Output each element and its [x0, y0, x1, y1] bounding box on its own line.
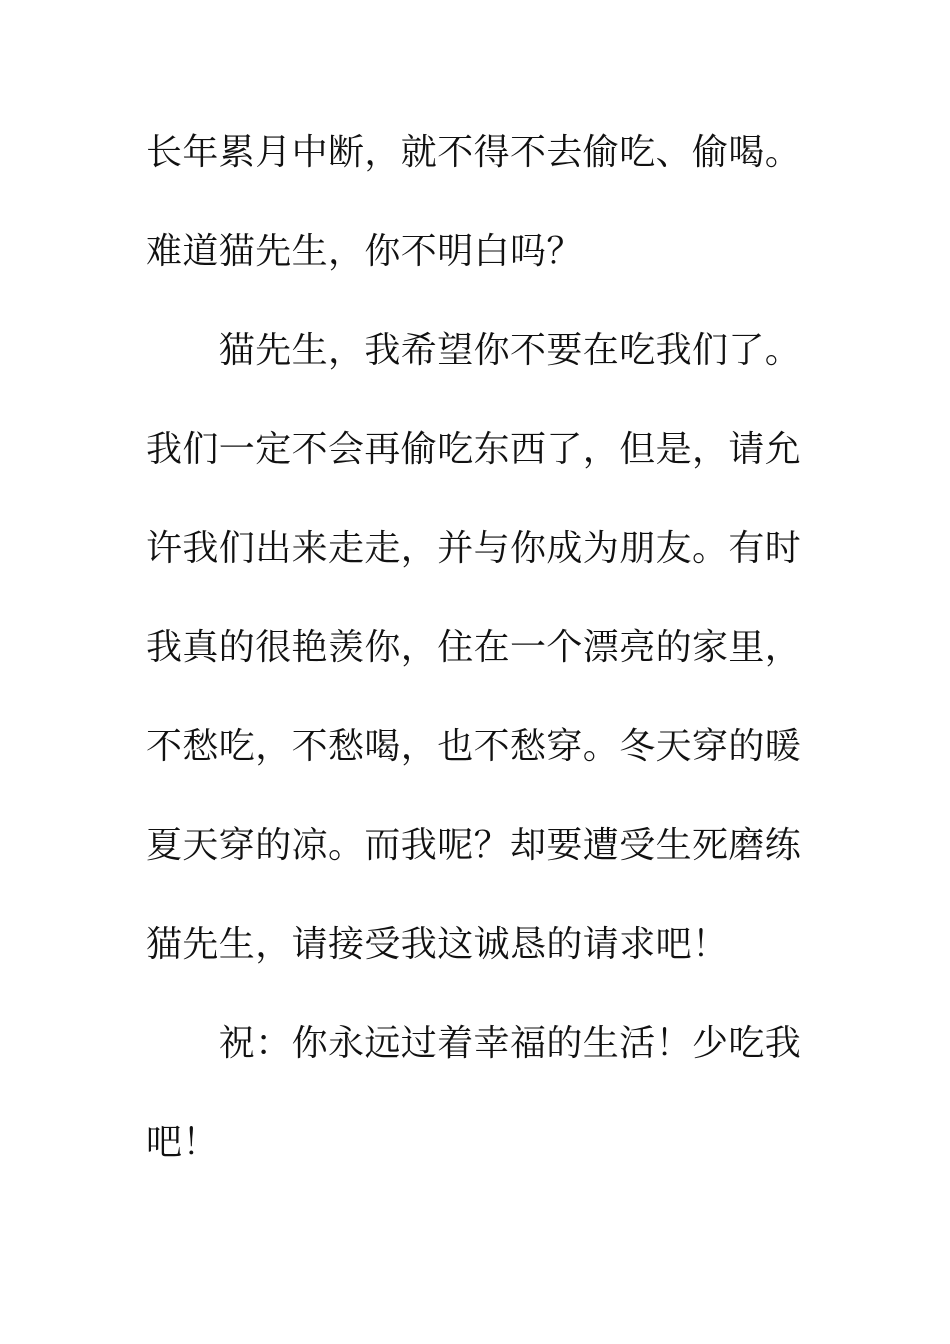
text-line: 夏天穿的凉。而我呢？却要遭受生死磨练	[146, 825, 802, 866]
text-line: 许我们出来走走，并与你成为朋友。有时	[146, 528, 802, 569]
text-line: 不愁吃，不愁喝，也不愁穿。冬天穿的暖	[146, 726, 802, 767]
body-text	[146, 126, 816, 1215]
text-line: 难道猫先生，你不明白吗？	[146, 231, 583, 272]
text-line: 吧！	[146, 1122, 219, 1163]
text-line: 我们一定不会再偷吃东西了，但是，请允	[146, 429, 802, 470]
text-line: 长年累月中断，就不得不去偷吃、偷喝。	[146, 132, 802, 173]
text-line: 猫先生，请接受我这诚恳的请求吧！	[146, 924, 729, 965]
text-line: 祝：你永远过着幸福的生活！少吃我	[146, 1023, 802, 1064]
text-line: 猫先生，我希望你不要在吃我们了。	[146, 330, 802, 371]
text-line: 我真的很艳羡你，住在一个漂亮的家里，	[146, 627, 802, 668]
